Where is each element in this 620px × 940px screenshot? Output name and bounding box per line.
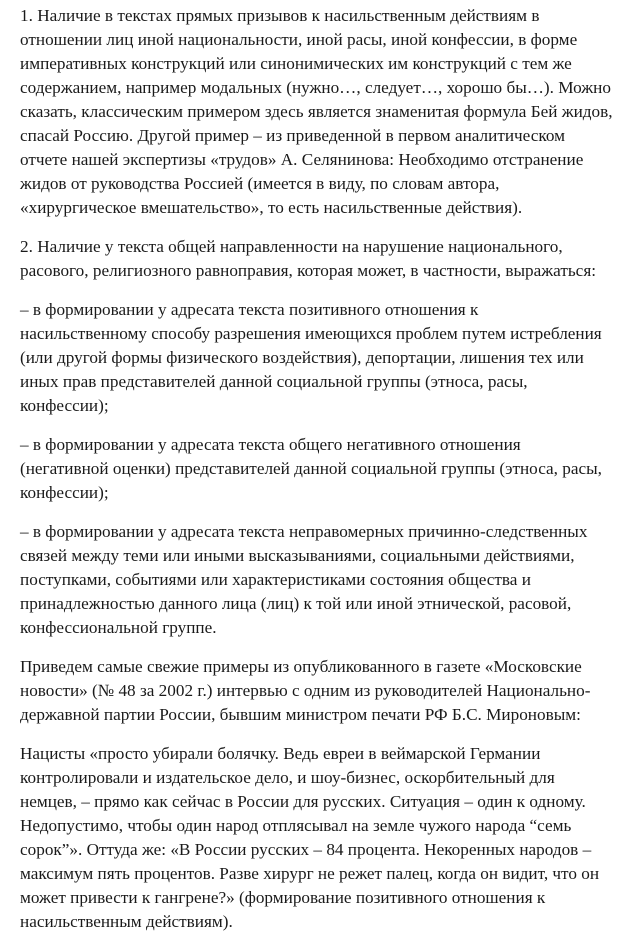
text-line: конфессиональной группе. xyxy=(20,618,217,637)
text-line: сорок”». Оттуда же: «В России русских – 84 процента. Некоренных народов – xyxy=(20,840,592,859)
text-line: Недопустимо, чтобы один народ отплясывал на земле чужого народа “семь xyxy=(20,816,572,835)
text-line: 2. Наличие у текста общей направленности на нарушение национального, xyxy=(20,237,563,256)
text-line: иных прав представителей данной социальной группы (этноса, расы, xyxy=(20,372,528,391)
text-line: контролировали и издательское дело, и шоу-бизнес, оскорбительный для xyxy=(20,768,555,787)
text-line: спасай Россию. Другой пример – из приведенной в первом аналитическом xyxy=(20,126,565,145)
text-line: – в формировании у адресата текста позитивного отношения к xyxy=(20,300,479,319)
text-line: поступками, событиями или характеристиками состояния общества и xyxy=(20,570,531,589)
text-line: конфессии); xyxy=(20,396,109,415)
text-line: содержанием, например модальных (нужно…, следует…, хорошо бы…). Можно xyxy=(20,78,611,97)
text-line: сказать, классическим примером здесь является знаменитая формула Бей жидов, xyxy=(20,102,613,121)
paragraph-5 xyxy=(4,520,612,640)
paragraph-3 xyxy=(4,298,612,418)
text-line: отчете нашей экспертизы «трудов» А. Селянинова: Необходимо отстранение xyxy=(20,150,584,169)
text-line: Приведем самые свежие примеры из опубликованного в газете «Московские xyxy=(20,657,582,676)
text-line: может привести к гангрене?» (формирование позитивного отношения к xyxy=(20,888,546,907)
text-line: максимум пять процентов. Разве хирург не режет палец, когда он видит, что он xyxy=(20,864,600,883)
text-line: немцев, – прямо как сейчас в России для русских. Ситуация – один к одному. xyxy=(20,792,586,811)
text-line: державной партии России, бывшим министром печати РФ Б.С. Мироновым: xyxy=(20,705,581,724)
text-line: расового, религиозного равноправия, которая может, в частности, выражаться: xyxy=(20,261,596,280)
text-line: принадлежностью данного лица (лиц) к той или иной этнической, расовой, xyxy=(20,594,572,613)
text-line: новости» (№ 48 за 2002 г.) интервью с одним из руководителей Национально- xyxy=(20,681,591,700)
text-line: (или другой формы физического воздействия), депортации, лишения тех или xyxy=(20,348,584,367)
text-line: Нацисты «просто убирали болячку. Ведь евреи в веймарской Германии xyxy=(20,744,541,763)
text-line: отношении лиц иной национальности, иной расы, иной конфессии, в форме xyxy=(20,30,578,49)
paragraph-4 xyxy=(4,433,612,505)
text-line: – в формировании у адресата текста неправомерных причинно-следственных xyxy=(20,522,588,541)
text-line: императивных конструкций или синонимических им конструкций с тем же xyxy=(20,54,572,73)
paragraph-7 xyxy=(4,742,612,934)
text-line: связей между теми или иными высказываниями, социальными действиями, xyxy=(20,546,575,565)
text-line: насильственному способу разрешения имеющихся проблем путем истребления xyxy=(20,324,602,343)
text-line: (негативной оценки) представителей данной социальной группы (этноса, расы, xyxy=(20,459,602,478)
paragraph-2 xyxy=(4,235,612,283)
text-line: «хирургическое вмешательство», то есть насильственные действия). xyxy=(20,198,523,217)
text-line: конфессии); xyxy=(20,483,109,502)
text-line: жидов от руководства Россией (имеется в виду, по словам автора, xyxy=(20,174,500,193)
text-line: насильственным действиям). xyxy=(20,912,233,931)
paragraph-1 xyxy=(4,4,612,220)
text-line: – в формировании у адресата текста общего негативного отношения xyxy=(20,435,521,454)
text-line: 1. Наличие в текстах прямых призывов к насильственным действиям в xyxy=(20,6,540,25)
paragraph-6 xyxy=(4,655,612,727)
